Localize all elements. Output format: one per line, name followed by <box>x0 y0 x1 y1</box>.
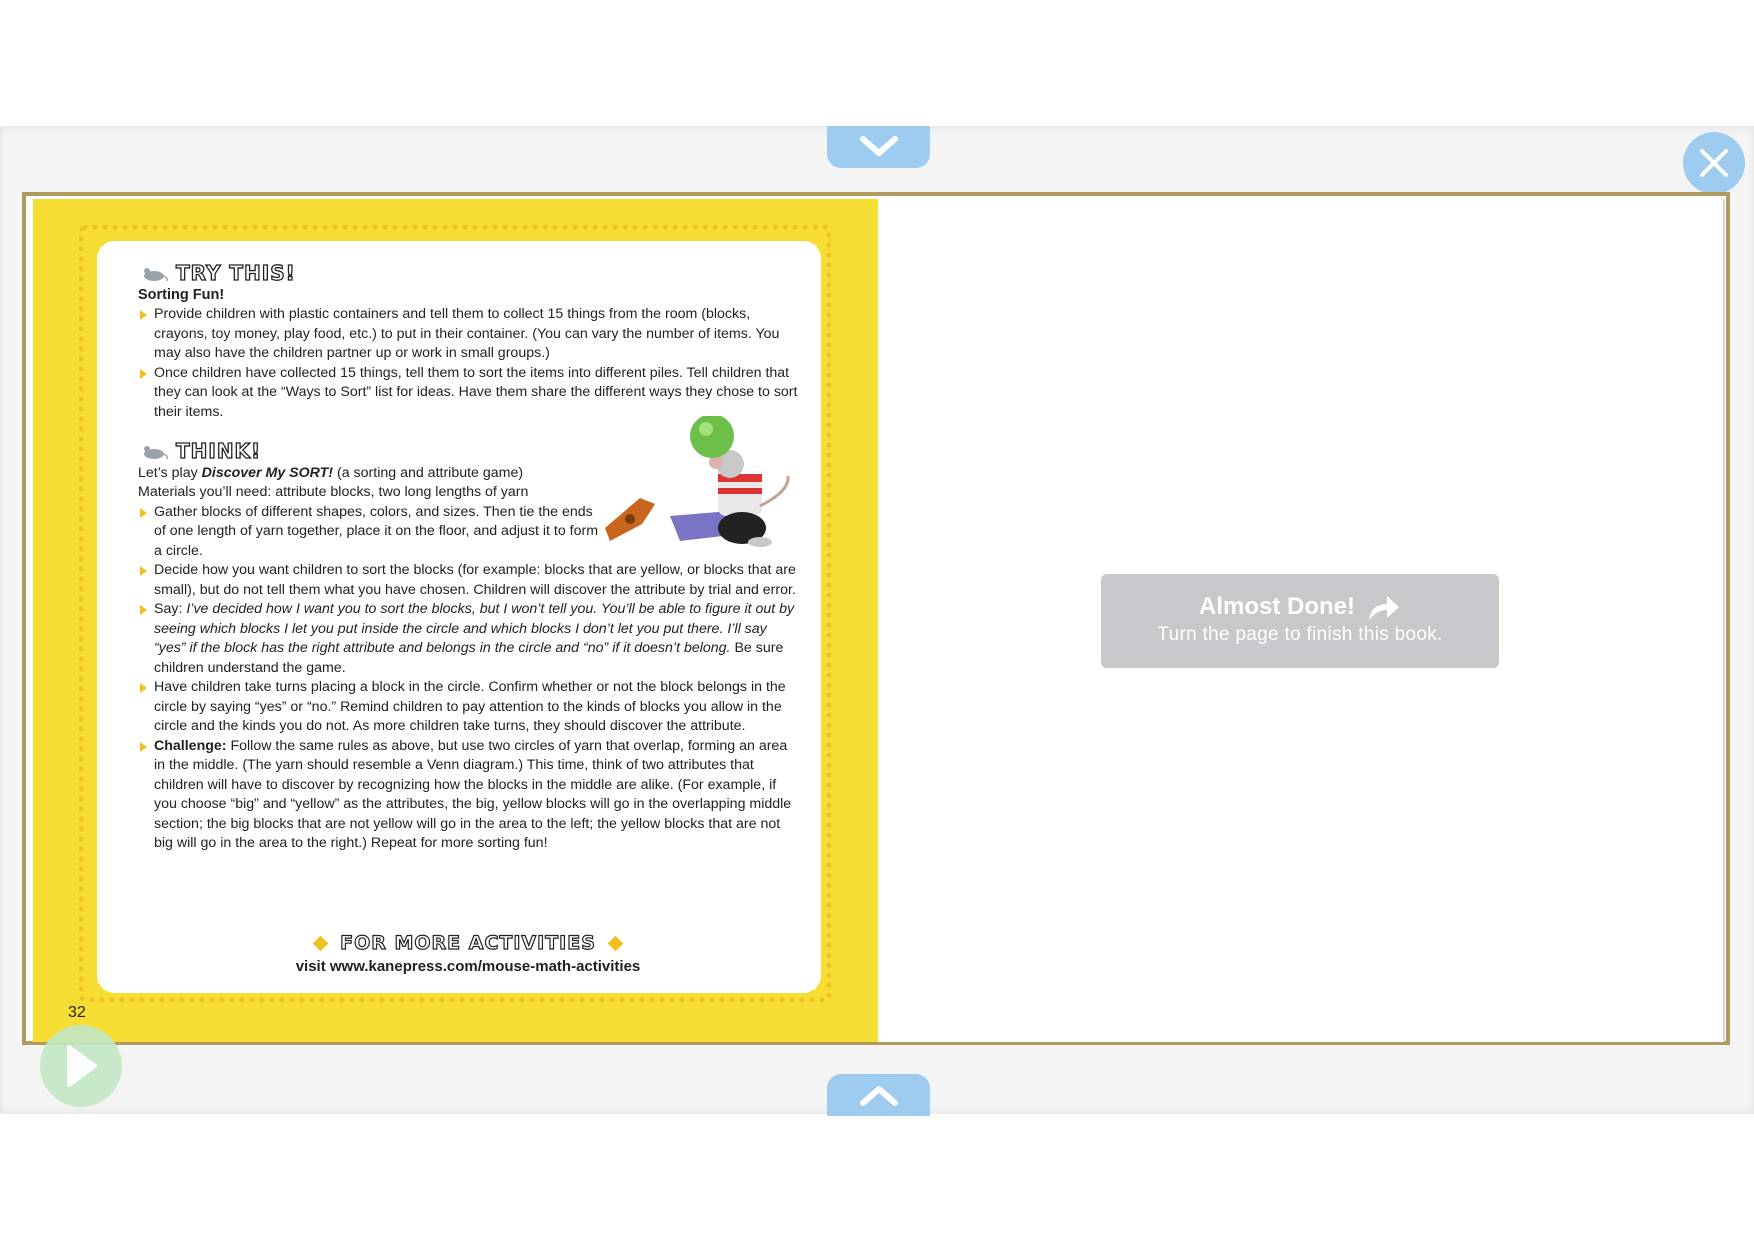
almost-done-toast <box>1101 574 1499 668</box>
page-number: 32 <box>68 1004 86 1021</box>
think-bullet-2: Decide how you want children to sort the blocks (for example: blocks that are yellow, or blocks that are small), but do not tell them what you have chosen. Children will discover the attribute by trial and error. <box>138 561 798 600</box>
chevron-down-icon <box>859 135 899 159</box>
diamond-icon <box>608 935 624 951</box>
think-bullet-4: Have children take turns placing a block in the circle. Confirm whether or not the block belongs in the circle by saying “yes” or “no.” Remind children to pay attention to the kinds of blocks you allow in the circle and the kinds you do not. As more children take turns, they should discover the attribute. <box>138 678 798 737</box>
think-heading: THINK! <box>138 442 798 462</box>
mouse-icon <box>138 444 168 460</box>
more-activities-block <box>138 932 798 975</box>
almost-done-title: Almost Done! <box>1199 592 1401 622</box>
previous-page-tab[interactable] <box>827 126 930 168</box>
play-icon <box>63 1043 99 1089</box>
try-this-bullet-2: Once children have collected 15 things, tell them to sort the items into different piles. Tell children that they can look at the “Ways to Sort” list for ideas. Have them share the different ways they chose to sort their items. <box>138 364 798 423</box>
try-this-heading: TRY THIS! <box>138 264 798 284</box>
next-page-tab[interactable] <box>827 1074 930 1116</box>
diamond-icon <box>313 935 329 951</box>
almost-done-subtitle: Turn the page to finish this book. <box>1157 624 1443 645</box>
play-audio-button[interactable] <box>40 1025 122 1107</box>
curved-arrow-icon <box>1365 592 1401 622</box>
close-icon <box>1698 147 1730 179</box>
try-this-subtitle: Sorting Fun! <box>138 286 225 303</box>
chevron-up-icon <box>859 1083 899 1107</box>
close-button[interactable] <box>1683 132 1745 194</box>
think-bullet-3: Say: I’ve decided how I want you to sort the blocks, but I won’t tell you. You’ll be able to figure it out by seeing which blocks I let you put inside the circle and which blocks I don’t let you put there. I’ll say “yes” if the block has the right attribute and belongs in the circle and “no” if it doesn’t belong. Be sure children understand the game. <box>138 600 798 678</box>
more-activities-url[interactable]: visit www.kanepress.com/mouse-math-activities <box>295 958 641 975</box>
mouse-with-ball-illustration <box>600 416 800 556</box>
materials-line: Materials you’ll need: attribute blocks, two long lengths of yarn <box>138 484 529 500</box>
think-intro: Let’s play Discover My SORT! (a sorting and attribute game) <box>138 464 524 481</box>
think-bullet-1: Gather blocks of different shapes, colors, and sizes. Then tie the ends of one length of yarn together, place it on the floor, and adjust it to form a circle. <box>138 503 599 562</box>
activity-text <box>138 261 798 854</box>
try-this-bullet-1: Provide children with plastic containers and tell them to collect 15 things from the room (blocks, crayons, toy money, play food, etc.) to put in their container. (You can vary the number of items. You may also have the children partner up or work in small groups.) <box>138 305 798 364</box>
more-activities-heading: FOR MORE ACTIVITIES <box>315 932 621 954</box>
mouse-icon <box>138 266 168 282</box>
think-bullet-5: Challenge: Follow the same rules as above, but use two circles of yarn that overlap, forming an area in the middle. (The yarn should resemble a Venn diagram.) This time, think of two attributes that children will have to discover by recognizing how the blocks in the middle are alike. (For example, if you choose “big” and “yellow” as the attributes, the big, yellow blocks will go in the overlapping middle section; the big blocks that are not yellow will go in the area to the left; the yellow blocks that are not big will go in the area to the right.) Repeat for more sorting fun! <box>138 737 798 854</box>
